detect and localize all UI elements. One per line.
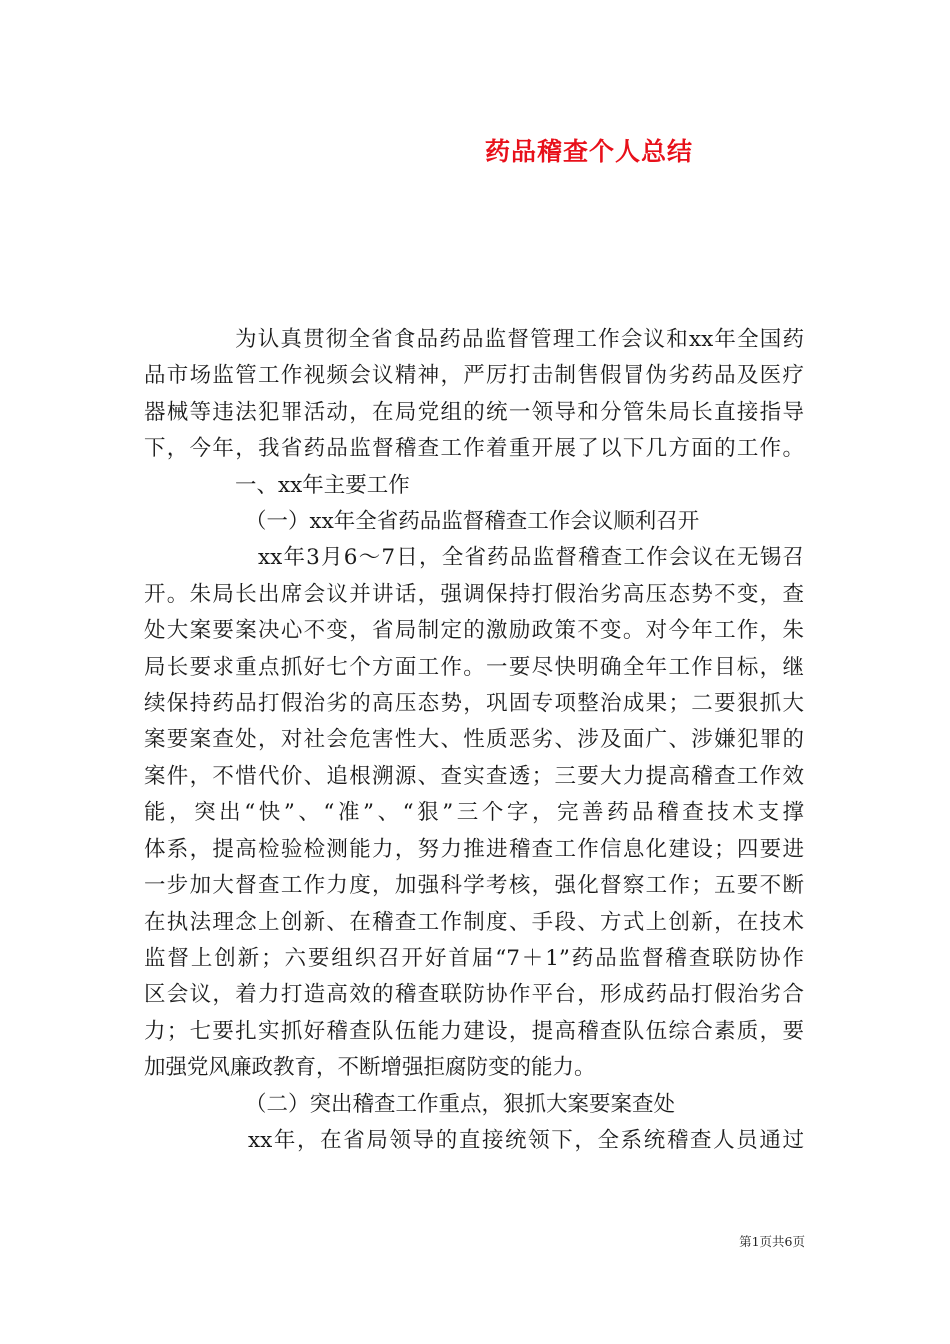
paragraph-line: 能，突出“快”、“准”、“狠”三个字，完善药品稽查技术支撑 (144, 800, 804, 826)
paragraph-line: 品市场监管工作视频会议精神，严厉打击制售假冒伪劣药品及医疗 (144, 363, 804, 389)
page-title: 药品稽查个人总结 (484, 137, 693, 166)
paragraph-line: 一步加大督查工作力度，加强科学考核，强化督察工作；五要不断 (144, 873, 804, 899)
paragraph-line: 体系，提高检验检测能力，努力推进稽查工作信息化建设；四要进 (144, 836, 804, 862)
paragraph-line: 下，今年，我省药品监督稽查工作着重开展了以下几方面的工作。 (144, 436, 804, 462)
page-number: 第1页共6页 (739, 1234, 805, 1249)
paragraph-line: 案件，不惜代价、追根溯源、查实查透；三要大力提高稽查工作效 (144, 763, 804, 789)
paragraph-line: 开。朱局长出席会议并讲话，强调保持打假治劣高压态势不变，查 (144, 581, 804, 607)
paragraph-line: 处大案要案决心不变，省局制定的激励政策不变。对今年工作，朱 (144, 618, 804, 644)
document-body (144, 322, 804, 1159)
section-heading: 一、xx年主要工作 (235, 472, 410, 498)
paragraph-line: 在执法理念上创新、在稽查工作制度、手段、方式上创新，在技术 (144, 909, 804, 935)
paragraph-line: 局长要求重点抓好七个方面工作。一要尽快明确全年工作目标，继 (144, 654, 804, 680)
subsection-heading: （二）突出稽查工作重点，狠抓大案要案查处 (245, 1091, 676, 1117)
subsection-heading: （一）xx年全省药品监督稽查工作会议顺利召开 (245, 509, 700, 535)
paragraph-line: 器械等违法犯罪活动，在局党组的统一领导和分管朱局长直接指导 (144, 399, 804, 425)
paragraph-line: 续保持药品打假治劣的高压态势，巩固专项整治成果；二要狠抓大 (144, 691, 804, 717)
paragraph-line: xx年，在省局领导的直接统领下，全系统稽查人员通过 (248, 1127, 804, 1153)
paragraph-line: 加强党风廉政教育，不断增强拒腐防变的能力。 (144, 1055, 596, 1081)
paragraph-line: 区会议，着力打造高效的稽查联防协作平台，形成药品打假治劣合 (144, 982, 804, 1008)
paragraph-line: 案要案查处，对社会危害性大、性质恶劣、涉及面广、涉嫌犯罪的 (144, 727, 804, 753)
paragraph-line: 力；七要扎实抓好稽查队伍能力建设，提高稽查队伍综合素质，要 (144, 1018, 804, 1044)
paragraph-line: 为认真贯彻全省食品药品监督管理工作会议和xx年全国药 (235, 327, 804, 352)
paragraph-line: xx年3月6～7日，全省药品监督稽查工作会议在无锡召 (258, 545, 804, 571)
paragraph-line: 监督上创新；六要组织召开好首届“7＋1”药品监督稽查联防协作 (144, 945, 804, 971)
